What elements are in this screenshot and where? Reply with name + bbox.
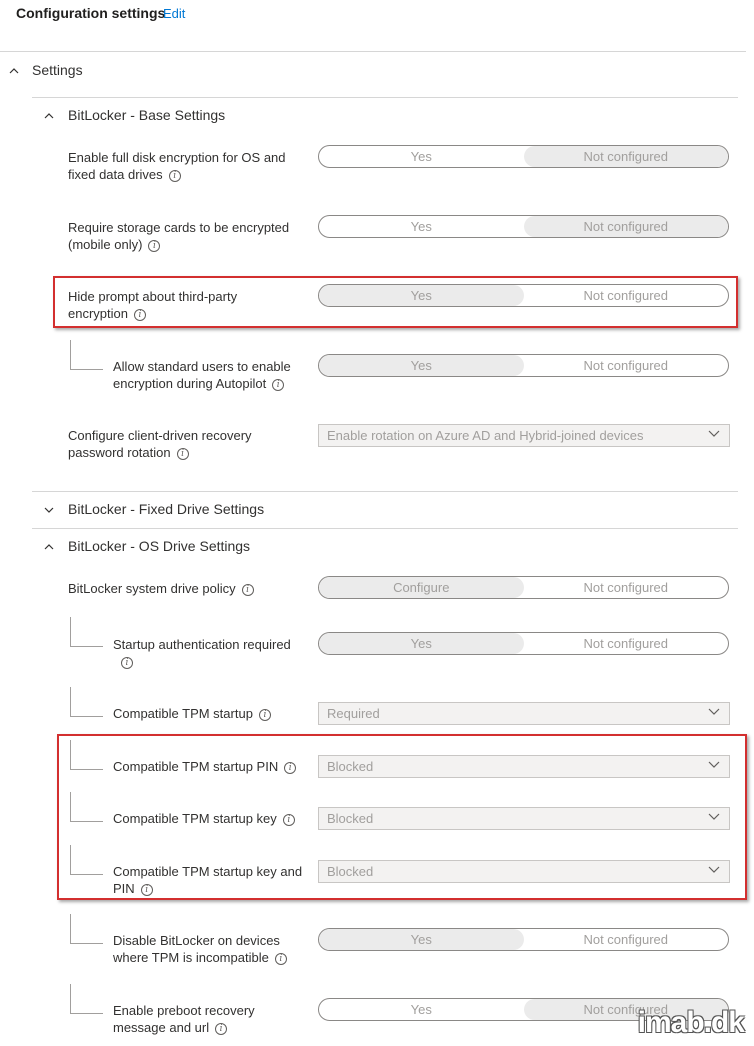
divider	[0, 51, 746, 52]
allow-standard-toggle[interactable]	[318, 354, 729, 377]
tree-connector	[70, 740, 103, 770]
toggle-not-configured-option[interactable]: Not configured	[583, 580, 669, 595]
full-disk-toggle[interactable]	[318, 145, 729, 168]
info-icon[interactable]: i	[284, 762, 296, 774]
chevron-down-icon[interactable]	[44, 505, 54, 515]
toggle-configure-option[interactable]: Configure	[319, 577, 524, 598]
tree-connector	[70, 340, 103, 370]
chevron-up-icon[interactable]	[9, 66, 19, 76]
info-icon[interactable]: i	[169, 170, 181, 182]
chevron-up-icon[interactable]	[44, 111, 54, 121]
chevron-up-icon[interactable]	[44, 542, 54, 552]
info-icon[interactable]: i	[141, 884, 153, 896]
tpm-key-dropdown[interactable]: Blocked	[318, 807, 730, 830]
info-icon[interactable]: i	[272, 379, 284, 391]
tpm-startup-label: Compatible TPM startup i	[113, 705, 313, 722]
tree-connector	[70, 914, 103, 944]
toggle-yes-option[interactable]: Yes	[410, 219, 432, 234]
toggle-not-configured-option[interactable]: Not configured	[583, 288, 669, 303]
page-title: Configuration settings	[16, 5, 166, 21]
info-icon[interactable]: i	[283, 814, 295, 826]
toggle-not-configured-option[interactable]: Not configured	[583, 932, 669, 947]
allow-standard-label: Allow standard users to enable encryption during Autopilot i	[113, 359, 291, 391]
tree-connector	[70, 984, 103, 1014]
toggle-not-configured-option[interactable]: Not configured	[524, 146, 729, 167]
info-icon[interactable]: i	[215, 1023, 227, 1035]
toggle-yes-option[interactable]: Yes	[410, 149, 432, 164]
hide-prompt-label: Hide prompt about third-party encryption i	[68, 289, 238, 321]
tree-connector	[70, 617, 103, 647]
tree-connector	[70, 845, 103, 875]
info-icon[interactable]: i	[148, 240, 160, 252]
toggle-yes-option[interactable]: Yes	[319, 285, 524, 306]
toggle-not-configured-option[interactable]: Not configured	[524, 999, 729, 1020]
chevron-down-icon	[708, 708, 720, 716]
watermark-text: imab.dk	[637, 1006, 744, 1039]
divider	[32, 97, 738, 98]
tpm-key-pin-label: Compatible TPM startup key and PIN i	[113, 864, 303, 896]
tpm-startup-dropdown[interactable]: Required	[318, 702, 730, 725]
info-icon[interactable]: i	[242, 584, 254, 596]
preboot-label: Enable preboot recovery message and url i	[113, 1003, 255, 1035]
system-drive-toggle[interactable]	[318, 576, 729, 599]
info-icon[interactable]: i	[275, 953, 287, 965]
full-disk-label: Enable full disk encryption for OS and fixed data drives i	[68, 150, 286, 182]
disable-incompatible-label: Disable BitLocker on devices where TPM is incompatible i	[113, 932, 313, 966]
fixed-drive-label[interactable]: BitLocker - Fixed Drive Settings	[68, 501, 265, 517]
system-drive-label: BitLocker system drive policy i	[68, 580, 308, 597]
tree-connector	[70, 687, 103, 717]
chevron-down-icon	[708, 430, 720, 438]
startup-auth-label: Startup authentication required i	[113, 637, 291, 668]
storage-cards-toggle[interactable]	[318, 215, 729, 238]
chevron-down-icon	[708, 761, 720, 769]
toggle-yes-option[interactable]: Yes	[410, 1002, 432, 1017]
info-icon[interactable]: i	[121, 657, 133, 669]
hide-prompt-toggle[interactable]	[318, 284, 729, 307]
info-icon[interactable]: i	[134, 309, 146, 321]
divider	[32, 528, 738, 529]
chevron-down-icon	[708, 866, 720, 874]
chevron-down-icon	[708, 813, 720, 821]
storage-cards-label: Require storage cards to be encrypted (mobile only) i	[68, 220, 290, 252]
tpm-key-pin-dropdown[interactable]: Blocked	[318, 860, 730, 883]
edit-link[interactable]: Edit	[163, 6, 186, 21]
tpm-pin-label: Compatible TPM startup PIN i	[113, 758, 313, 775]
divider	[32, 491, 738, 492]
settings-section-label[interactable]: Settings	[32, 62, 83, 78]
info-icon[interactable]: i	[259, 709, 271, 721]
toggle-yes-option[interactable]: Yes	[319, 929, 524, 950]
tpm-pin-dropdown[interactable]: Blocked	[318, 755, 730, 778]
disable-incompatible-toggle[interactable]	[318, 928, 729, 951]
recovery-rotation-label: Configure client-driven recovery password rotation i	[68, 428, 252, 460]
info-icon[interactable]: i	[177, 448, 189, 460]
toggle-yes-option[interactable]: Yes	[319, 355, 524, 376]
base-settings-label[interactable]: BitLocker - Base Settings	[68, 107, 226, 123]
recovery-rotation-dropdown[interactable]: Enable rotation on Azure AD and Hybrid-joined devices	[318, 424, 730, 447]
toggle-not-configured-option[interactable]: Not configured	[524, 216, 729, 237]
os-drive-label[interactable]: BitLocker - OS Drive Settings	[68, 538, 251, 554]
startup-auth-toggle[interactable]	[318, 632, 729, 655]
toggle-yes-option[interactable]: Yes	[319, 633, 524, 654]
tpm-key-label: Compatible TPM startup key i	[113, 810, 313, 827]
tree-connector	[70, 792, 103, 822]
toggle-not-configured-option[interactable]: Not configured	[583, 358, 669, 373]
toggle-not-configured-option[interactable]: Not configured	[583, 636, 669, 651]
